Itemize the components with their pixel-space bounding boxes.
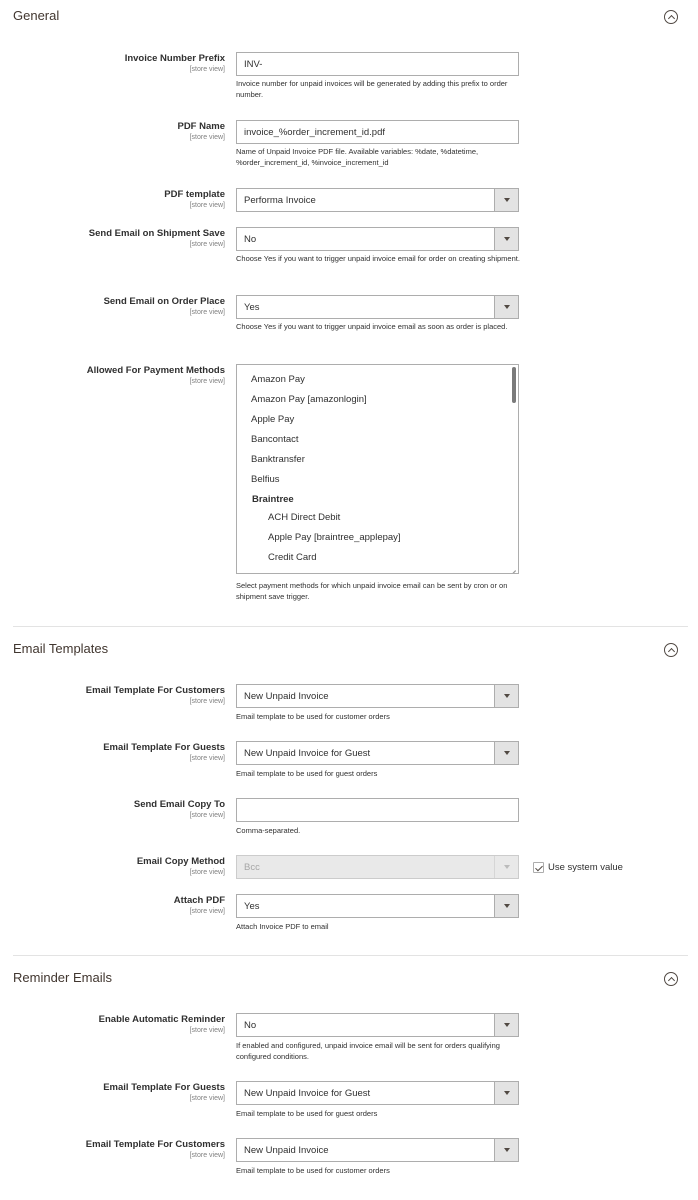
scope-label: [store view] — [189, 812, 225, 819]
scope-label: [store view] — [189, 755, 225, 762]
field-label: PDF Name — [177, 121, 225, 132]
send-on-shipment-note: Choose Yes if you want to trigger unpaid invoice email for order on creating shipment. — [236, 254, 520, 263]
select-value: Yes — [244, 901, 260, 912]
field-label: Email Copy Method — [136, 856, 225, 867]
enable-reminder-select[interactable] — [236, 1013, 519, 1037]
collapse-icon[interactable] — [664, 972, 678, 986]
select-value: New Unpaid Invoice for Guest — [244, 1088, 371, 1099]
scope-label: [store view] — [189, 378, 225, 385]
section-general-header[interactable] — [13, 6, 688, 30]
chevron-down-icon[interactable] — [494, 895, 518, 917]
checkbox-box[interactable] — [533, 862, 544, 873]
field-label: Allowed For Payment Methods — [86, 365, 225, 376]
field-label: Invoice Number Prefix — [124, 53, 225, 64]
checkmark-icon — [535, 863, 543, 871]
payment-method-option[interactable]: Amazon Pay [amazonlogin] — [251, 394, 367, 405]
select-value: Yes — [244, 302, 260, 313]
payment-method-option[interactable]: Credit Card — [268, 552, 317, 563]
copy-method-select — [236, 855, 519, 879]
select-value: Performa Invoice — [244, 195, 316, 206]
invoice-prefix-note: Invoice number for unpaid invoices will be generated by adding this prefix to order number. — [236, 79, 508, 99]
payment-methods-list — [237, 373, 401, 571]
field-label: Email Template For Guests — [103, 1082, 225, 1093]
field-label: Attach PDF — [173, 895, 225, 906]
select-value: Bcc — [244, 862, 260, 873]
scope-label: [store view] — [189, 134, 225, 141]
reminder-customers-select[interactable] — [236, 1138, 519, 1162]
chevron-down-icon[interactable] — [494, 1139, 518, 1161]
select-value: New Unpaid Invoice — [244, 1145, 329, 1156]
section-divider — [13, 626, 688, 627]
scope-label: [store view] — [189, 309, 225, 316]
scope-label: [store view] — [189, 908, 225, 915]
select-value: No — [244, 1020, 257, 1031]
payment-method-option[interactable]: Banktransfer — [251, 454, 305, 465]
pdf-template-label — [5, 189, 225, 210]
collapse-icon[interactable] — [664, 643, 678, 657]
attach-pdf-note: Attach Invoice PDF to email — [236, 922, 329, 931]
select-value: New Unpaid Invoice — [244, 691, 329, 702]
scope-label: [store view] — [189, 202, 225, 209]
section-divider — [13, 955, 688, 956]
payment-method-option[interactable]: Apple Pay — [251, 414, 295, 425]
field-label: Email Template For Customers — [85, 685, 225, 696]
payment-method-option[interactable]: ACH Direct Debit — [268, 512, 341, 523]
reminder-customers-note: Email template to be used for customer orders — [236, 1166, 390, 1175]
section-reminder-header[interactable] — [13, 968, 688, 992]
payment-method-option[interactable]: Apple Pay [braintree_applepay] — [268, 532, 401, 543]
pdf-name-note: Name of Unpaid Invoice PDF file. Available variables: %date, %datetime, %order_increment_id, %invoice_increment_id — [236, 147, 479, 167]
field-label: Enable Automatic Reminder — [98, 1014, 225, 1025]
copy-method-label — [5, 856, 225, 877]
pdf-name-label — [5, 121, 225, 142]
attach-pdf-label — [5, 895, 225, 916]
field-label: Send Email on Shipment Save — [88, 228, 225, 239]
scope-label: [store view] — [189, 66, 225, 73]
reminder-customers-label — [5, 1139, 225, 1160]
chevron-down-icon[interactable] — [494, 742, 518, 764]
field-label: Email Template For Customers — [85, 1139, 225, 1150]
field-label: Send Email Copy To — [133, 799, 225, 810]
email-template-guests-label — [5, 742, 225, 763]
resize-grip-icon[interactable] — [509, 564, 517, 572]
invoice-prefix-label — [5, 53, 225, 74]
send-on-shipment-label — [5, 228, 225, 249]
payment-method-option[interactable]: Amazon Pay — [251, 374, 305, 385]
payment-methods-multiselect[interactable] — [236, 364, 519, 574]
enable-reminder-label — [5, 1014, 225, 1035]
reminder-guests-select[interactable] — [236, 1081, 519, 1105]
field-label: Email Template For Guests — [103, 742, 225, 753]
payment-methods-note: Select payment methods for which unpaid invoice email can be sent by cron or on shipment save trigger. — [236, 581, 508, 601]
email-template-customers-label — [5, 685, 225, 706]
chevron-down-icon[interactable] — [494, 685, 518, 707]
invoice-prefix-input[interactable] — [236, 52, 519, 76]
pdf-template-select[interactable] — [236, 188, 519, 212]
select-value: New Unpaid Invoice for Guest — [244, 748, 371, 759]
reminder-guests-note: Email template to be used for guest orders — [236, 1109, 378, 1118]
email-template-customers-note: Email template to be used for customer orders — [236, 712, 390, 721]
section-title: Email Templates — [13, 641, 109, 656]
chevron-down-icon[interactable] — [494, 296, 518, 318]
email-template-guests-select[interactable] — [236, 741, 519, 765]
copy-to-input[interactable] — [236, 798, 519, 822]
scope-label: [store view] — [189, 1095, 225, 1102]
pdf-name-input[interactable] — [236, 120, 519, 144]
scope-label: [store view] — [189, 698, 225, 705]
chevron-down-icon[interactable] — [494, 1014, 518, 1036]
chevron-down-icon — [494, 856, 518, 878]
field-label: PDF template — [164, 189, 225, 200]
email-template-guests-note: Email template to be used for guest orders — [236, 769, 378, 778]
collapse-icon[interactable] — [664, 10, 678, 24]
payment-method-option[interactable]: Bancontact — [251, 434, 299, 445]
copy-to-note: Comma-separated. — [236, 826, 301, 835]
chevron-down-icon[interactable] — [494, 189, 518, 211]
send-on-order-note: Choose Yes if you want to trigger unpaid invoice email as soon as order is placed. — [236, 322, 508, 331]
section-email-templates-header[interactable] — [13, 639, 688, 663]
email-template-customers-select[interactable] — [236, 684, 519, 708]
send-on-order-label — [5, 296, 225, 317]
send-on-order-select[interactable] — [236, 295, 519, 319]
enable-reminder-note: If enabled and configured, unpaid invoice email will be sent for orders qualifying configured conditions. — [236, 1041, 500, 1061]
scope-label: [store view] — [189, 869, 225, 876]
payment-method-option[interactable]: Belfius — [251, 474, 280, 485]
select-value: No — [244, 234, 257, 245]
copy-to-label — [5, 799, 225, 820]
reminder-guests-label — [5, 1082, 225, 1103]
payment-method-group-label: Braintree — [252, 494, 294, 505]
field-label: Send Email on Order Place — [103, 296, 225, 307]
section-title: General — [13, 8, 60, 23]
attach-pdf-select[interactable] — [236, 894, 519, 918]
send-on-shipment-select[interactable] — [236, 227, 519, 251]
chevron-down-icon[interactable] — [494, 1082, 518, 1104]
checkbox-label[interactable]: Use system value — [548, 862, 623, 873]
payment-methods-label — [5, 365, 225, 386]
scrollbar[interactable] — [512, 367, 516, 403]
scope-label: [store view] — [189, 1027, 225, 1034]
scope-label: [store view] — [189, 1152, 225, 1159]
scope-label: [store view] — [189, 241, 225, 248]
section-title: Reminder Emails — [13, 970, 112, 985]
chevron-down-icon[interactable] — [494, 228, 518, 250]
